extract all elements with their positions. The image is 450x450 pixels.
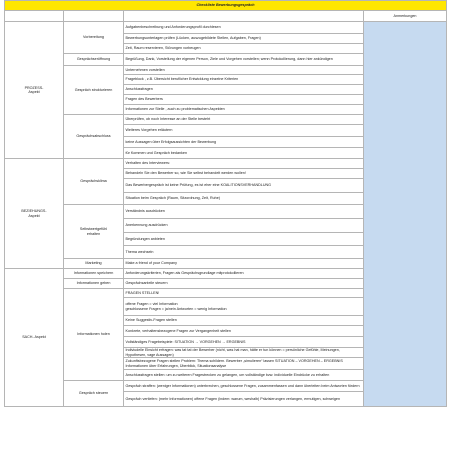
group-label: Vorbereitung <box>64 22 124 54</box>
checklist-item: Überprüfen, ob noch Interesse an der Stelle besteht <box>124 115 364 125</box>
section-label: SACH- Aspekt <box>5 269 64 407</box>
checklist-item: Zukunftsbezogene Fragen stellen Problem: Thema schildern. Bewerber „simulieren“ lassen SITUATION – VORGEHEN – ERGEBNIS Informationen über Erfahrungen, Überblick, Situationsanalyse <box>124 358 364 370</box>
section-label: BEZIEHUNGS- Aspekt <box>5 159 64 269</box>
header-blank-2 <box>64 11 124 22</box>
checklist-item: Das Bewerbergespräch ist keine Prüfung, es ist eher eine KOALITIONSVERHANDLUNG <box>124 179 364 193</box>
group-label: Marketing <box>64 259 124 269</box>
checklist-item: Konkrete, verhaltensbezogene Fragen zur Vergangenheit stellen <box>124 326 364 337</box>
group-label: Gespräch strukturieren <box>64 66 124 115</box>
notes-column[interactable] <box>364 22 447 407</box>
checklist-item: Situation beim Gespräch (Raum, Sitzordnung, Zeit, Ruhe) <box>124 193 364 205</box>
header-blank-3 <box>124 11 364 22</box>
checklist-item: Unternehmen vorstellen <box>124 66 364 75</box>
group-label: Gesprächsabschluss <box>64 115 124 159</box>
checklist-item: Gespräch straffen: (weniger Informationen) unterbrechen, geschlossene Fragen, zusammenfassen und dann überleiten beim Antworten fördern <box>124 381 364 392</box>
checklist-item: Weiteres Vorgehen erläutern <box>124 125 364 137</box>
group-label: Informationen holen <box>64 289 124 381</box>
section-label: PROZESS- Aspekt <box>5 22 64 159</box>
checklist-item: Verhalten des Interviewers: <box>124 159 364 169</box>
checklist-table <box>4 0 447 407</box>
checklist-item: Informationen zur Stelle , auch zu problematischen Aspekten <box>124 105 364 115</box>
checklist-item: Frageblock , z.B. Übersicht beruflicher Entwicklung einzelne Kriterien <box>124 75 364 85</box>
checklist-item: Begründungen anbieten <box>124 233 364 246</box>
checklist-item: Gesprächsanteile steuern <box>124 279 364 289</box>
group-label: Informationen speichern <box>64 269 124 279</box>
checklist-item: FRAGEN STELLEN! <box>124 289 364 298</box>
checklist-item: Indiviudelle Einsicht erfragen: was tat tat der Bewerber (nicht, was hat man, hätte er tun können = persönliche Gefühle, Meinungen, Hypothesen, vage Aussagen) <box>124 348 364 358</box>
group-label: Selbstwertgefühl erhalten <box>64 205 124 259</box>
checklist-item: Vollständiges Fragebeispiele: SITUATION → VORGEHEN → ERGEBNIS <box>124 337 364 348</box>
checklist-item: Anforderungskriterien, Fragen als Gesprächsgrundlage mitprotokollieren <box>124 269 364 279</box>
checklist-item: Anschlussfragen stellen: um zu weiteren Fragestrecken zu gelangen, um vollständige bzw. individuelle Eindrücke zu erhalten <box>124 370 364 381</box>
checklist-item: Behandeln Sie den Bewerber so, wie Sie selbst behandelt werden wollen! <box>124 169 364 179</box>
group-label: Gesprächseröffnung <box>64 54 124 66</box>
checklist-row <box>5 22 447 34</box>
checklist-item: Fragen des Bewerbers <box>124 95 364 105</box>
checklist-item: Bewerbungsunterlagen prüfen (Lücken, auszugebildete Stellen, Aufgaben, Fragen) <box>124 34 364 44</box>
notes-header: Anmerkungen <box>364 11 447 22</box>
checklist-item: keine Aussagen über Erfolgsaussichten der Bewerbung <box>124 137 364 148</box>
checklist-item: Zeit, Raum reservieren, Störungen vorbeugen <box>124 44 364 54</box>
checklist-item: Anerkennung ausdrücken <box>124 219 364 233</box>
group-label: Informationen geben <box>64 279 124 289</box>
checklist-item: Thema wechseln <box>124 246 364 259</box>
checklist-item: Begrüßung, Dank, Vorstellung der eigenen Person, Ziele und Vorgehen vorstellen; wenn Protokollierung, dann hier ankündigen <box>124 54 364 66</box>
checklist-title: Checkliste Bewerbungsgespräch <box>5 1 447 11</box>
checklist-item: Keine Suggestiv-Fragen stellen <box>124 316 364 326</box>
checklist-item: Gespräch vertiefen: (mehr Informationen) offene Fragen (indem: warum, weshalb) Präzisierungen verlangen, ermutigen, schweigen <box>124 392 364 407</box>
checklist-item: für Kommen und Gespräch bedanken <box>124 148 364 159</box>
checklist-item: Anschlussfragen <box>124 85 364 95</box>
header-blank-1 <box>5 11 64 22</box>
group-label: Gesprächsklima <box>64 159 124 205</box>
checklist-item: Verständnis ausdrücken <box>124 205 364 219</box>
checklist-item: Aufgabenbeschreibung und Anforderungsprofil durchlesen <box>124 22 364 34</box>
checklist-item: Make a friend of your Company <box>124 259 364 269</box>
group-label: Gespräch steuern <box>64 381 124 407</box>
checklist-item: offene Fragen = viel Information geschlossene Fragen = ja/nein Antworten = wenig Information <box>124 298 364 316</box>
